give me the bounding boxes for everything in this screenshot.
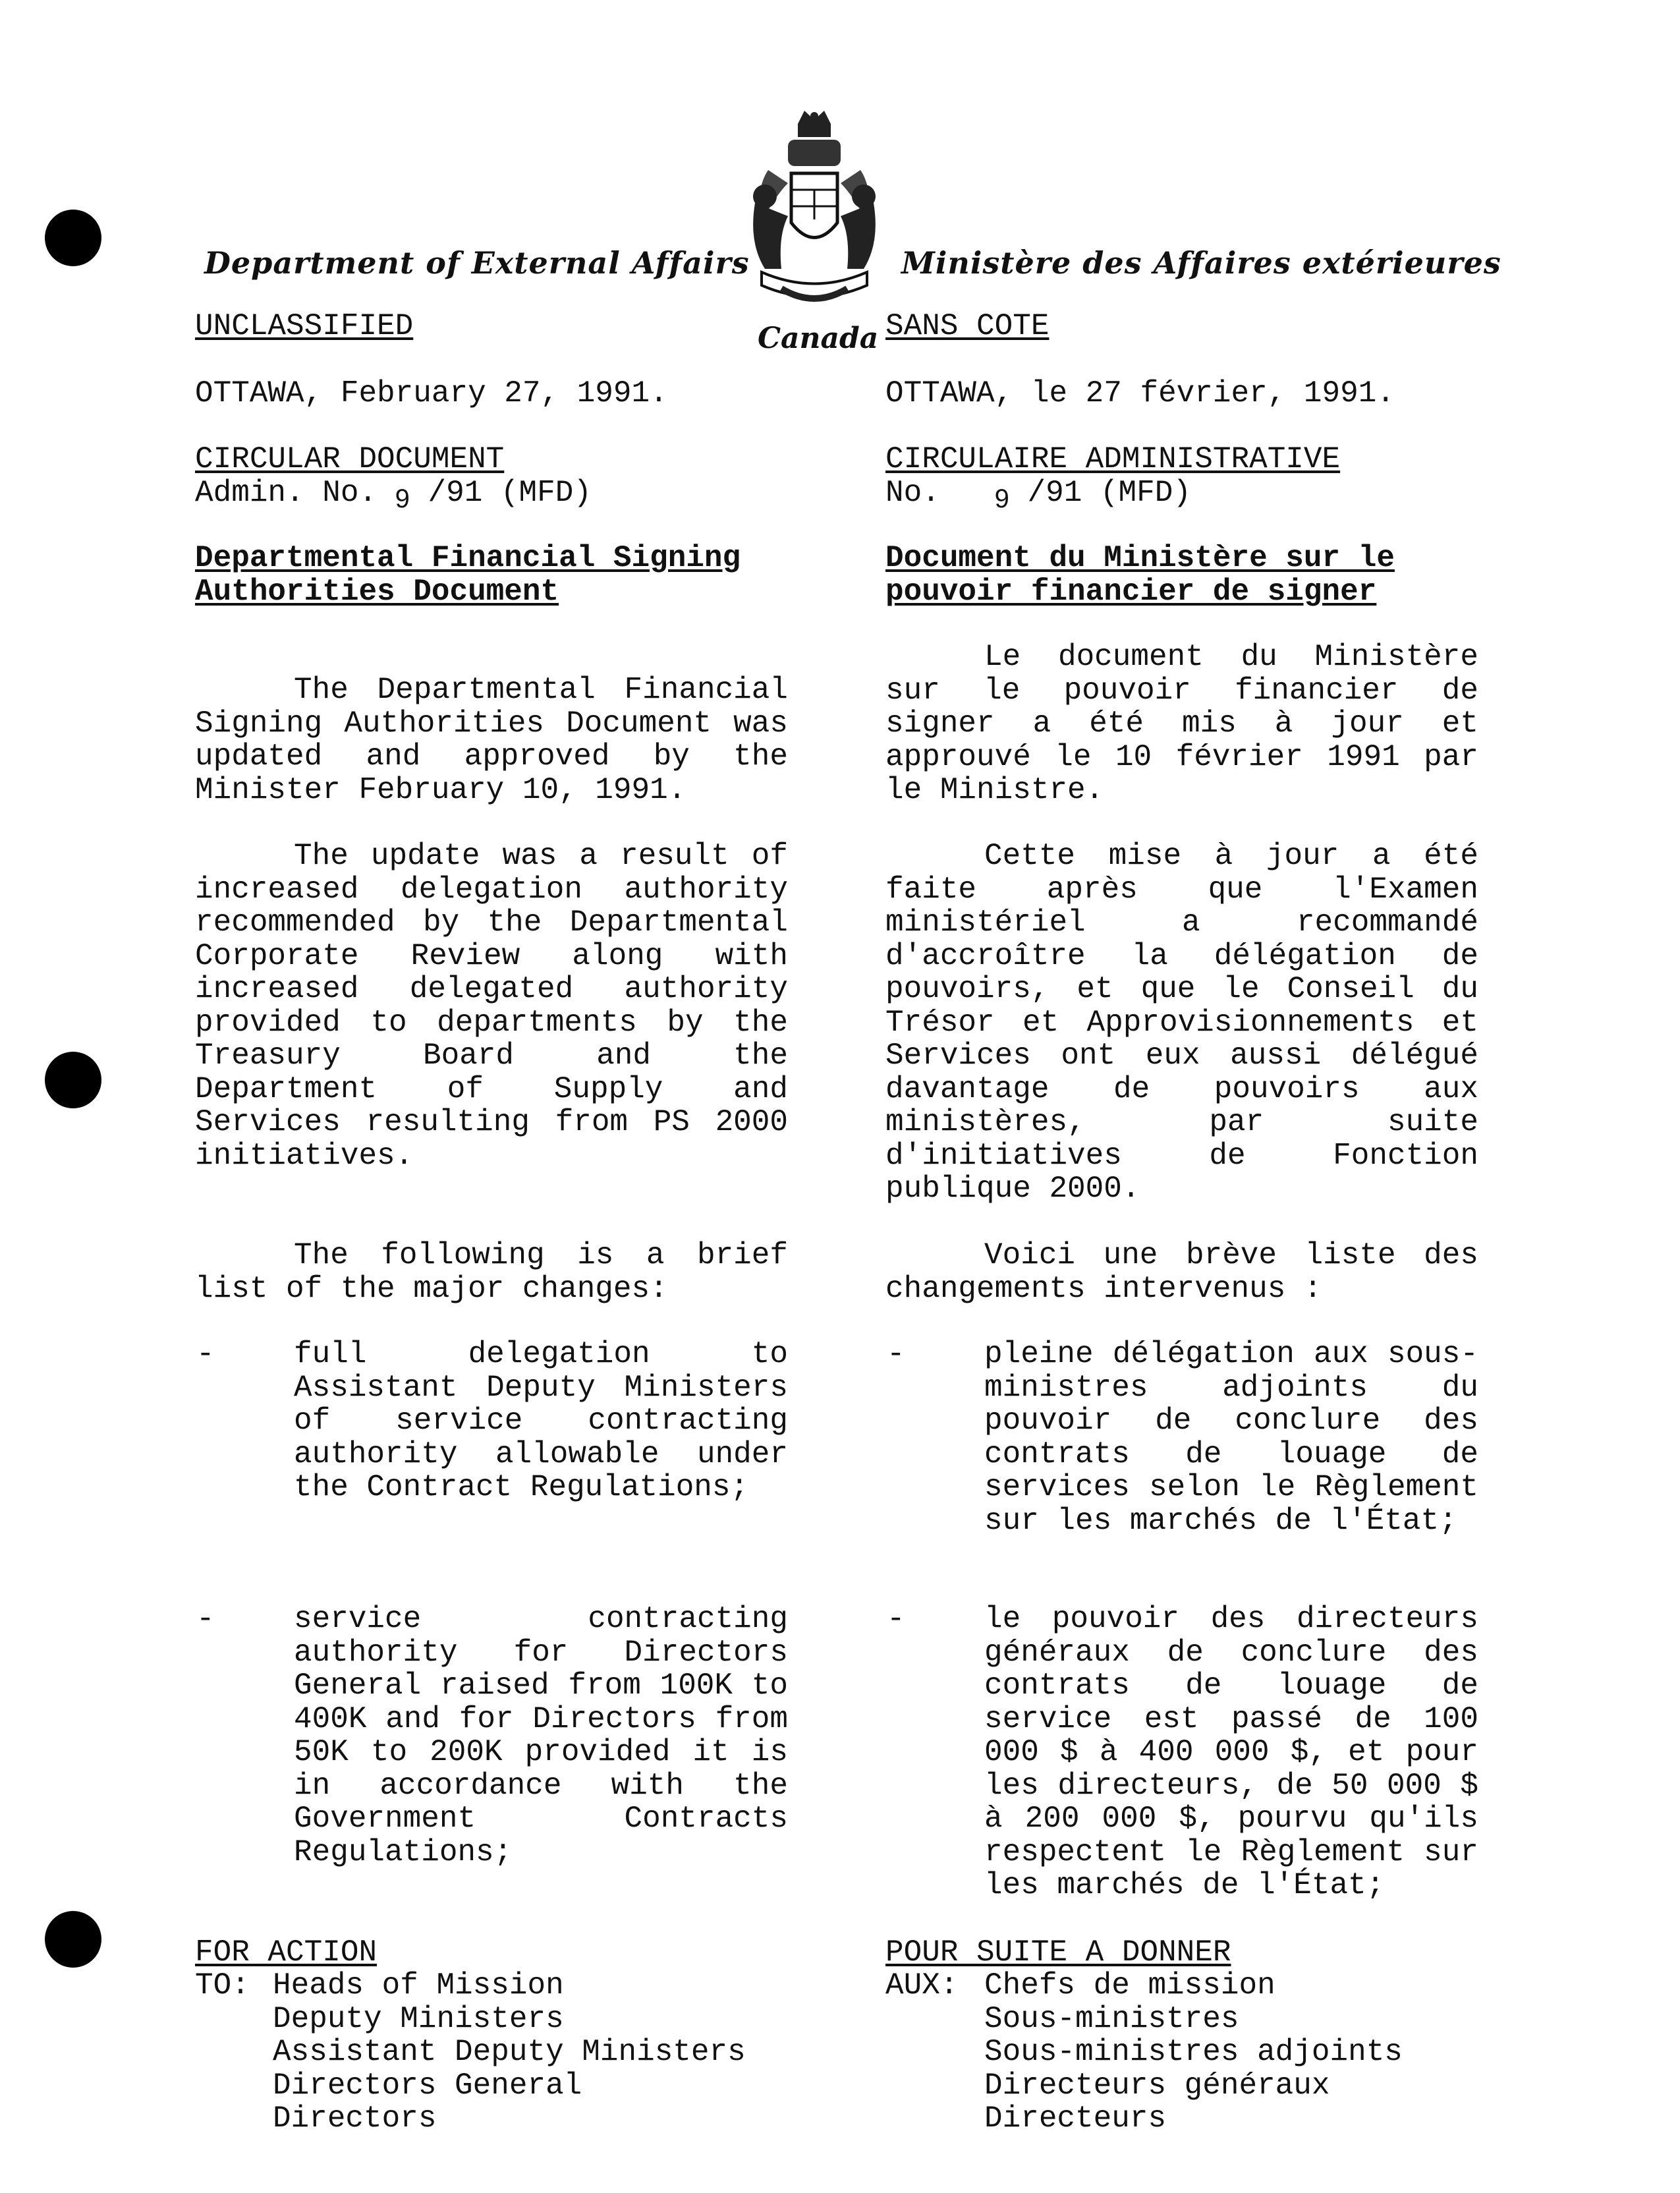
- canada-wordmark: Canada: [758, 322, 879, 355]
- paragraph-2-fr: Cette mise à jour a été faite après que l'Examen ministériel a recommandé d'accroître la délégation de pouvoirs, et que le Conseil du Trésor et Approvisionnements et Services ont eux aussi délégué davantage de pouvoirs aux ministères, par suite d'initiatives de Fonction publique 2000.: [885, 839, 1478, 1206]
- bullet-2-en: service contracting authority for Directors General raised from 100K to 400K and for Directors from 50K to 200K provided it is in accordance with the Government Contracts Regulations;: [294, 1602, 788, 1869]
- bullet-dash: -: [887, 1602, 905, 1636]
- bullet-dash: -: [196, 1602, 215, 1636]
- recipient: Directors General: [273, 2068, 582, 2103]
- dept-name-en: Department of External Affairs: [204, 245, 750, 281]
- admin-number-en: Admin. No. 9 /91 (MFD): [195, 476, 592, 513]
- admin-number-fr: No. 9 /91 (MFD): [885, 476, 1191, 513]
- bullet-1-en: full delegation to Assistant Deputy Ministers of service contracting authority allowable under the Contract Regulations;: [294, 1337, 788, 1504]
- recipient: Sous-ministres adjoints: [984, 2035, 1403, 2069]
- bullet-dash: -: [887, 1337, 905, 1371]
- doc-type-en: CIRCULAR DOCUMENT: [195, 442, 505, 476]
- recipient: Directors: [273, 2101, 437, 2136]
- punch-hole: [45, 1052, 101, 1108]
- dept-name-fr: Ministère des Affaires extérieures: [901, 245, 1501, 281]
- date-fr: OTTAWA, le 27 février, 1991.: [885, 376, 1395, 411]
- recipient: Directeurs: [984, 2101, 1167, 2136]
- recipient: Directeurs généraux: [984, 2068, 1330, 2103]
- paragraph-2-en: The update was a result of increased delegation authority recommended by the Departmental Corporate Review along with increased delegated authority provided to departments by the Treasury Board and the Department of Supply and Services resulting from PS 2000 initiatives.: [195, 839, 788, 1173]
- title-en: Departmental Financial Signing Authorities Document: [195, 541, 741, 609]
- recipient: Chefs de mission: [984, 1968, 1275, 2003]
- recipient: Deputy Ministers: [273, 2001, 564, 2036]
- action-heading-en: FOR ACTION: [195, 1935, 378, 1970]
- doc-type-fr: CIRCULAIRE ADMINISTRATIVE: [885, 442, 1341, 476]
- classification-en: UNCLASSIFIED: [195, 309, 414, 343]
- punch-hole: [45, 210, 101, 266]
- punch-hole: [45, 1911, 101, 1968]
- bullet-dash: -: [196, 1337, 215, 1371]
- paragraph-3-en: The following is a brief list of the major changes:: [195, 1238, 788, 1306]
- classification-fr: SANS COTE: [885, 309, 1050, 343]
- paragraph-3-fr: Voici une brève liste des changements intervenus :: [885, 1238, 1478, 1306]
- recipient: Assistant Deputy Ministers: [273, 2035, 746, 2069]
- paragraph-1-fr: Le document du Ministère sur le pouvoir financier de signer a été mis à jour et approuvé le 10 février 1991 par le Ministre.: [885, 640, 1478, 807]
- action-heading-fr: POUR SUITE A DONNER: [885, 1935, 1231, 1970]
- paragraph-1-en: The Departmental Financial Signing Authorities Document was updated and approved by the Minister February 10, 1991.: [195, 673, 788, 807]
- recipient: Heads of Mission: [273, 1968, 564, 2003]
- title-fr: Document du Ministère sur le pouvoir financier de signer: [885, 541, 1395, 609]
- date-en: OTTAWA, February 27, 1991.: [195, 376, 668, 411]
- recipient: Sous-ministres: [984, 2001, 1239, 2036]
- canada-coat-of-arms-icon: [742, 111, 887, 325]
- bullet-2-fr: le pouvoir des directeurs généraux de conclure des contrats de louage de service est passé de 100 000 $ à 400 000 $, et pour les directeurs, de 50 000 $ à 200 000 $, pourvu qu'ils respectent le Règlement sur les marchés de l'État;: [984, 1602, 1478, 1902]
- bullet-1-fr: pleine délégation aux sous-ministres adjoints du pouvoir de conclure des contrats de louage de services selon le Règlement sur les marchés de l'État;: [984, 1337, 1478, 1538]
